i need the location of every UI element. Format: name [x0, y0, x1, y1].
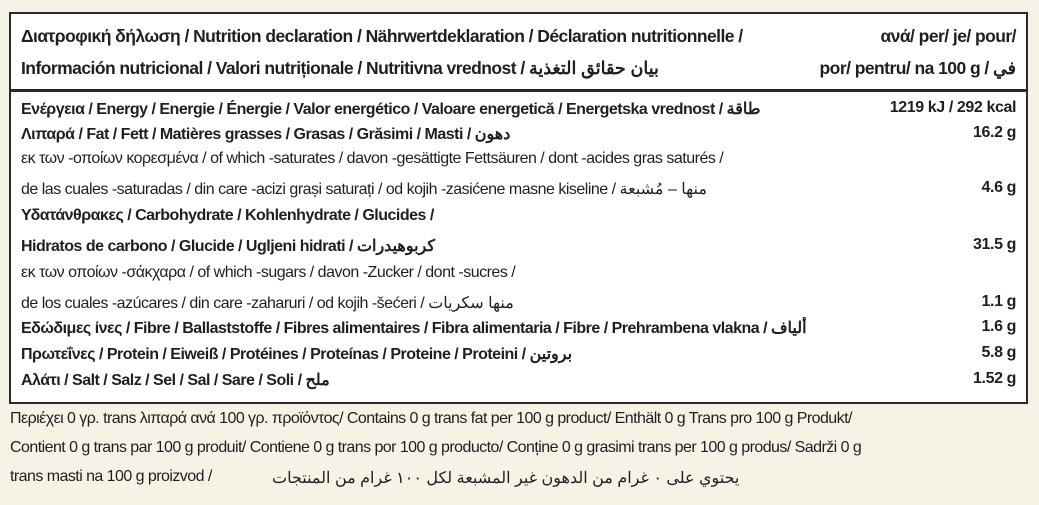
nutrient-value: 1.52 g [973, 370, 1016, 387]
header-title-line-1: Διατροφική δήλωση / Nutrition declaration / Nährwertdeklaration / Déclaration nutritionnelle / [21, 26, 743, 46]
nutrient-value: 31.5 g [973, 236, 1016, 253]
trans-fat-line-3-arabic: يحتوي على ٠ غرام من الدهون غير المشبعة لكل ١٠٠ غرام من المنتجات [272, 470, 740, 487]
header-title-line-2: Información nutricional / Valori nutriționale / Nutritivna vrednost / بيان حقائق التغذية [21, 58, 659, 78]
header-per-line-2: por/ pentru/ na 100 g / في [819, 58, 1016, 78]
table-header [11, 14, 1026, 92]
nutrient-label-line-1: εκ των οποίων -σάκχαρα / of which -sugars / davon -Zucker / dont -sucres / [21, 264, 516, 281]
nutrient-label: Πρωτεΐνες / Protein / Eiweiß / Protéines / Proteínas / Proteine / Proteini / بروتين [21, 346, 573, 363]
nutrient-label-line-1: Υδατάνθρακες / Carbohydrate / Kohlenhydrate / Glucides / [21, 207, 434, 224]
nutrient-label: Εδώδιμες ίνες / Fibre / Ballaststoffe / Fibres alimentaires / Fibra alimentaria / Fibre / Prehrambena vlakna / ألياف [21, 320, 807, 337]
nutrient-label: Αλάτι / Salt / Salz / Sel / Sal / Sare / Soli / ملح [21, 372, 330, 389]
nutrient-label-line-2: de los cuales -azúcares / din care -zaharuri / od kojih -šećeri / منها سكريات [21, 295, 514, 312]
nutrient-value: 1219 kJ / 292 kcal [889, 99, 1016, 116]
trans-fat-line-3: trans masti na 100 g proizvod / [10, 468, 212, 485]
nutrient-label-line-2: Hidratos de carbono / Glucide / Ugljeni hidrati / كربوهيدرات [21, 238, 435, 255]
nutrient-value: 16.2 g [973, 124, 1016, 141]
nutrient-value: 1.1 g [981, 293, 1016, 310]
trans-fat-line-2: Contient 0 g trans par 100 g produit/ Contiene 0 g trans por 100 g producto/ Conține 0 g grasimi trans per 100 g produs/ Sadrži 0 g [10, 439, 862, 456]
nutrient-value: 1.6 g [981, 318, 1016, 335]
nutrition-table [9, 12, 1028, 404]
nutrient-label-line-1: εκ των -οποίων κορεσμένα / of which -saturates / davon -gesättigte Fettsäuren / dont -acides gras saturés / [21, 150, 724, 167]
nutrient-label: Λιπαρά / Fat / Fett / Matières grasses / Grasas / Grăsimi / Masti / دهون [21, 126, 511, 143]
header-per-line-1: ανά/ per/ je/ pour/ [880, 26, 1016, 46]
nutrient-label: Ενέργεια / Energy / Energie / Énergie / Valor energético / Valoare energetică / Energetska vrednost / طاقة [21, 101, 761, 118]
nutrient-label-line-2: de las cuales -saturadas / din care -acizi grași saturați / od kojih -zasićene masne kiseline / منها – مُشبعة [21, 181, 707, 198]
nutrient-value: 4.6 g [981, 179, 1016, 196]
nutrient-value: 5.8 g [981, 344, 1016, 361]
trans-fat-line-1: Περιέχει 0 γρ. trans λιπαρά ανά 100 γρ. προϊόντος/ Contains 0 g trans fat per 100 g product/ Enthält 0 g Trans pro 100 g Produkt/ [10, 410, 852, 427]
